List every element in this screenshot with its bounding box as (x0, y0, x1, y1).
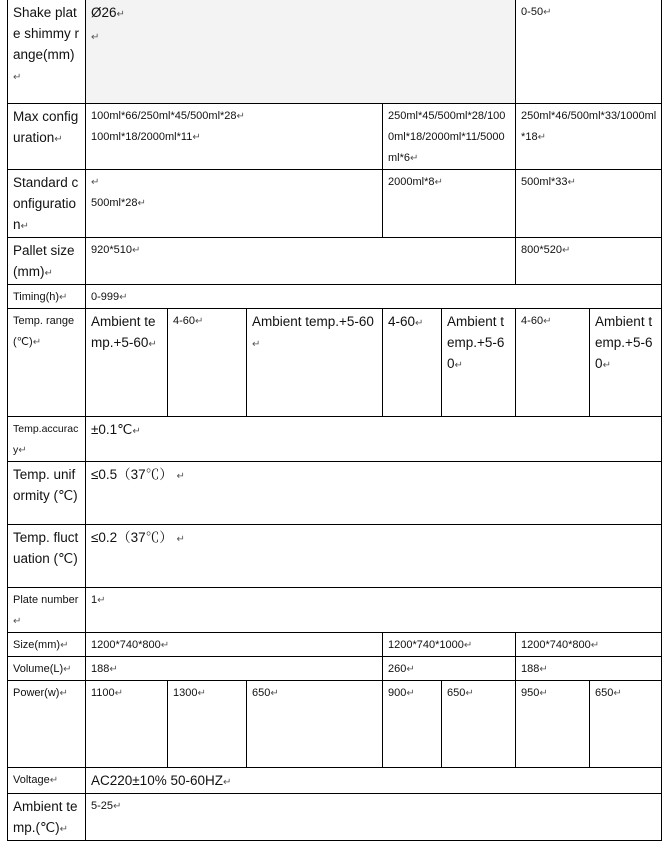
row-std-config (8, 169, 662, 237)
value-volume-a: 188↵ (86, 656, 383, 680)
temp-range-cell: Ambient temp.+5-60↵ (86, 308, 168, 416)
value-size-b: 1200*740*1000↵ (383, 632, 516, 656)
value-ambient: 5-25↵ (86, 793, 662, 840)
value-timing: 0-999↵ (86, 284, 662, 308)
row-temp-uniformity (8, 461, 662, 524)
row-voltage (8, 767, 662, 793)
value-max-config-c: 250ml*46/500ml*33/1000ml*18↵ (516, 103, 662, 169)
label-pallet: Pallet size(mm)↵ (8, 237, 86, 284)
label-temp-range: Temp. range(℃)↵ (8, 308, 86, 416)
value-temp-fluctuation: ≤0.2（37℃） ↵ (86, 524, 662, 587)
value-temp-accuracy: ±0.1℃↵ (86, 416, 662, 461)
label-std-config: Standard configuration↵ (8, 169, 86, 237)
row-ambient (8, 793, 662, 840)
value-max-config-b: 250ml*45/500ml*28/1000ml*18/2000ml*11/5000ml*6↵ (383, 103, 516, 169)
label-voltage: Voltage↵ (8, 767, 86, 793)
row-shake (8, 0, 662, 103)
row-power (8, 680, 662, 767)
label-size: Size(mm)↵ (8, 632, 86, 656)
row-temp-range (8, 308, 662, 416)
row-temp-fluctuation (8, 524, 662, 587)
temp-range-cell: 4-60↵ (383, 308, 442, 416)
value-shake-a: Ø26↵ ↵ (86, 0, 516, 103)
label-volume: Volume(L)↵ (8, 656, 86, 680)
temp-range-cell: Ambient temp.+5-60↵ (442, 308, 516, 416)
value-max-config-a: 100ml*66/250ml*45/500ml*28↵ 100ml*18/2000ml*11↵ (86, 103, 383, 169)
label-shake: Shake plate shimmy range(mm)↵ (8, 0, 86, 103)
label-temp-accuracy: Temp.accuracy↵ (8, 416, 86, 461)
value-size-a: 1200*740*800↵ (86, 632, 383, 656)
row-size (8, 632, 662, 656)
temp-range-cell: Ambient temp.+5-60↵ (247, 308, 383, 416)
value-plate-number: 1↵ (86, 587, 662, 632)
label-ambient: Ambient temp.(℃)↵ (8, 793, 86, 840)
row-plate-number (8, 587, 662, 632)
value-voltage: AC220±10% 50-60HZ↵ (86, 767, 662, 793)
temp-range-cell: Ambient temp.+5-60↵ (590, 308, 662, 416)
label-plate-number: Plate number↵ (8, 587, 86, 632)
label-temp-fluctuation: Temp. fluctuation (℃) (8, 524, 86, 587)
label-timing: Timing(h)↵ (8, 284, 86, 308)
value-volume-c: 188↵ (516, 656, 662, 680)
value-shake-b: 0-50↵ (516, 0, 662, 103)
value-pallet-b: 800*520↵ (516, 237, 662, 284)
value-volume-b: 260↵ (383, 656, 516, 680)
label-temp-uniformity: Temp. uniformity (℃) (8, 461, 86, 524)
power-cell: 650↵ (247, 680, 383, 767)
power-cell: 900↵ (383, 680, 442, 767)
row-volume (8, 656, 662, 680)
temp-range-cell: 4-60↵ (516, 308, 590, 416)
row-max-config (8, 103, 662, 169)
value-std-config-c: 500ml*33↵ (516, 169, 662, 237)
value-temp-uniformity: ≤0.5（37℃） ↵ (86, 461, 662, 524)
value-pallet-a: 920*510↵ (86, 237, 516, 284)
value-size-c: 1200*740*800↵ (516, 632, 662, 656)
spec-table (7, 0, 662, 841)
row-timing (8, 284, 662, 308)
value-std-config-b: 2000ml*8↵ (383, 169, 516, 237)
power-cell: 650↵ (442, 680, 516, 767)
row-temp-accuracy (8, 416, 662, 461)
value-std-config-a: ↵ 500ml*28↵ (86, 169, 383, 237)
power-cell: 950↵ (516, 680, 590, 767)
label-max-config: Max configuration↵ (8, 103, 86, 169)
row-pallet (8, 237, 662, 284)
power-cell: 1300↵ (168, 680, 247, 767)
temp-range-cell: 4-60↵ (168, 308, 247, 416)
power-cell: 650↵ (590, 680, 662, 767)
power-cell: 1100↵ (86, 680, 168, 767)
label-power: Power(w)↵ (8, 680, 86, 767)
